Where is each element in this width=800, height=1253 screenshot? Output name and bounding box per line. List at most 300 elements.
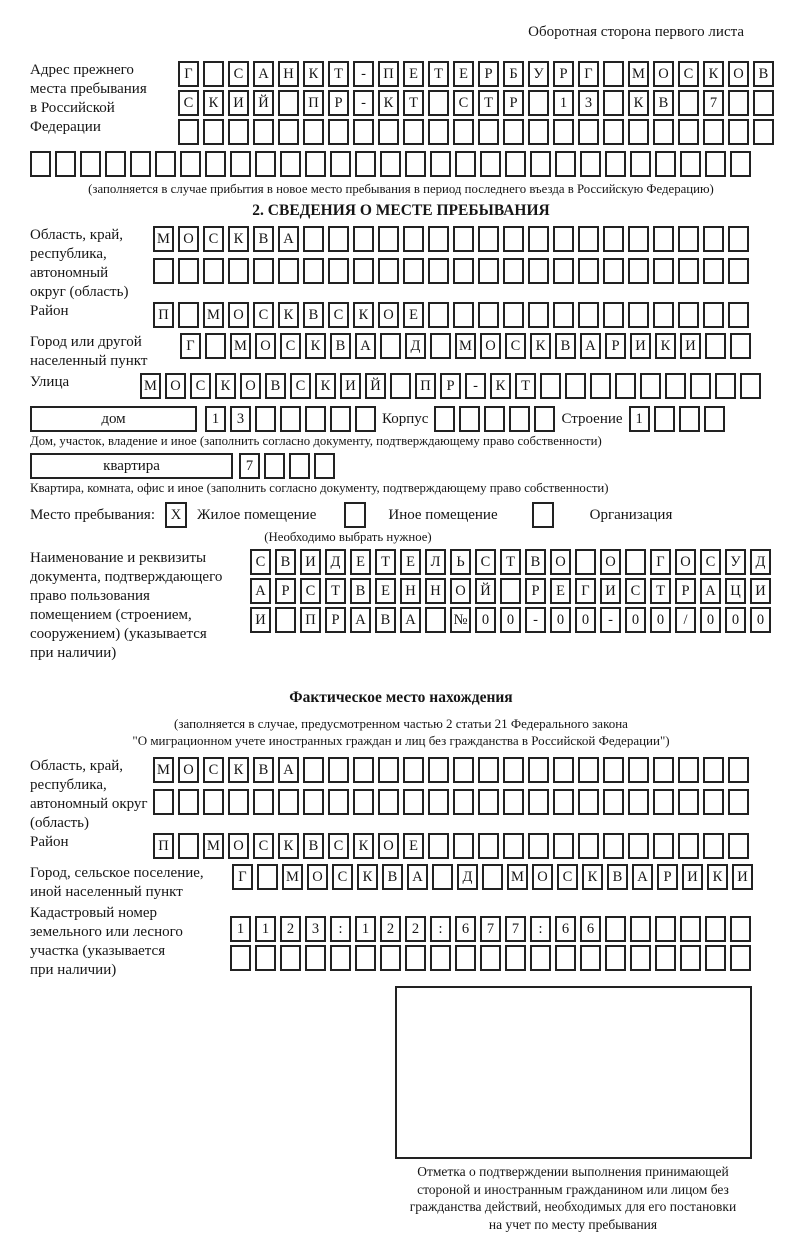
char-cell[interactable] bbox=[353, 789, 374, 815]
char-cell[interactable] bbox=[305, 151, 326, 177]
char-cell[interactable] bbox=[434, 406, 455, 432]
char-cell[interactable] bbox=[628, 757, 649, 783]
char-cell[interactable] bbox=[505, 151, 526, 177]
char-cell[interactable] bbox=[303, 226, 324, 252]
char-cell[interactable]: С bbox=[253, 833, 274, 859]
char-cell[interactable]: У bbox=[725, 549, 746, 575]
char-cell[interactable]: Й bbox=[253, 90, 274, 116]
char-cell[interactable] bbox=[753, 119, 774, 145]
char-cell[interactable] bbox=[553, 258, 574, 284]
char-cell[interactable] bbox=[328, 258, 349, 284]
char-cell[interactable] bbox=[355, 945, 376, 971]
char-cell[interactable] bbox=[428, 258, 449, 284]
char-cell[interactable]: И bbox=[680, 333, 701, 359]
checkbox-org[interactable] bbox=[532, 502, 554, 528]
char-cell[interactable] bbox=[178, 119, 199, 145]
char-cell[interactable] bbox=[728, 258, 749, 284]
char-cell[interactable]: Д bbox=[405, 333, 426, 359]
char-cell[interactable]: В bbox=[607, 864, 628, 890]
char-cell[interactable] bbox=[528, 119, 549, 145]
char-cell[interactable]: В bbox=[303, 833, 324, 859]
char-cell[interactable] bbox=[303, 119, 324, 145]
char-cell[interactable]: Т bbox=[403, 90, 424, 116]
char-cell[interactable]: В bbox=[350, 578, 371, 604]
char-cell[interactable] bbox=[603, 90, 624, 116]
char-cell[interactable] bbox=[628, 789, 649, 815]
char-cell[interactable]: Т bbox=[478, 90, 499, 116]
char-cell[interactable] bbox=[253, 119, 274, 145]
char-cell[interactable] bbox=[228, 258, 249, 284]
char-cell[interactable]: А bbox=[632, 864, 653, 890]
char-cell[interactable] bbox=[30, 151, 51, 177]
char-cell[interactable] bbox=[578, 833, 599, 859]
char-cell[interactable]: Л bbox=[425, 549, 446, 575]
checkbox-zhiloe[interactable]: X bbox=[165, 502, 187, 528]
char-cell[interactable]: - bbox=[465, 373, 486, 399]
char-cell[interactable] bbox=[278, 789, 299, 815]
char-cell[interactable]: Р bbox=[440, 373, 461, 399]
char-cell[interactable] bbox=[153, 789, 174, 815]
char-cell[interactable] bbox=[528, 90, 549, 116]
char-cell[interactable]: 0 bbox=[650, 607, 671, 633]
char-cell[interactable] bbox=[628, 119, 649, 145]
char-cell[interactable] bbox=[705, 945, 726, 971]
char-cell[interactable]: О bbox=[255, 333, 276, 359]
char-cell[interactable]: И bbox=[300, 549, 321, 575]
char-cell[interactable]: Т bbox=[650, 578, 671, 604]
char-cell[interactable] bbox=[355, 151, 376, 177]
char-cell[interactable] bbox=[178, 789, 199, 815]
char-cell[interactable] bbox=[528, 789, 549, 815]
char-cell[interactable]: П bbox=[300, 607, 321, 633]
char-cell[interactable] bbox=[628, 833, 649, 859]
char-cell[interactable]: А bbox=[355, 333, 376, 359]
char-cell[interactable]: А bbox=[700, 578, 721, 604]
char-cell[interactable] bbox=[280, 151, 301, 177]
char-cell[interactable] bbox=[178, 302, 199, 328]
char-cell[interactable]: 6 bbox=[580, 916, 601, 942]
char-cell[interactable] bbox=[578, 789, 599, 815]
char-cell[interactable] bbox=[578, 226, 599, 252]
char-cell[interactable] bbox=[314, 453, 335, 479]
char-cell[interactable] bbox=[453, 757, 474, 783]
char-cell[interactable]: 6 bbox=[455, 916, 476, 942]
char-cell[interactable] bbox=[553, 789, 574, 815]
char-cell[interactable]: В bbox=[275, 549, 296, 575]
char-cell[interactable] bbox=[303, 258, 324, 284]
char-cell[interactable] bbox=[580, 945, 601, 971]
char-cell[interactable]: К bbox=[628, 90, 649, 116]
char-cell[interactable] bbox=[678, 258, 699, 284]
char-cell[interactable] bbox=[603, 757, 624, 783]
char-cell[interactable]: 7 bbox=[505, 916, 526, 942]
char-cell[interactable] bbox=[603, 226, 624, 252]
char-cell[interactable]: 3 bbox=[578, 90, 599, 116]
char-cell[interactable] bbox=[703, 119, 724, 145]
char-cell[interactable] bbox=[728, 226, 749, 252]
char-cell[interactable]: Е bbox=[453, 61, 474, 87]
char-cell[interactable] bbox=[730, 916, 751, 942]
char-cell[interactable] bbox=[678, 90, 699, 116]
char-cell[interactable] bbox=[228, 119, 249, 145]
char-cell[interactable] bbox=[478, 833, 499, 859]
char-cell[interactable] bbox=[730, 151, 751, 177]
char-cell[interactable]: А bbox=[407, 864, 428, 890]
char-cell[interactable]: В bbox=[253, 757, 274, 783]
char-cell[interactable] bbox=[653, 226, 674, 252]
char-cell[interactable]: Р bbox=[325, 607, 346, 633]
char-cell[interactable]: К bbox=[305, 333, 326, 359]
char-cell[interactable]: 2 bbox=[380, 916, 401, 942]
char-cell[interactable]: Г bbox=[650, 549, 671, 575]
char-cell[interactable]: А bbox=[400, 607, 421, 633]
char-cell[interactable]: И bbox=[732, 864, 753, 890]
char-cell[interactable] bbox=[478, 302, 499, 328]
char-cell[interactable]: С bbox=[328, 302, 349, 328]
char-cell[interactable] bbox=[503, 258, 524, 284]
char-cell[interactable] bbox=[355, 406, 376, 432]
char-cell[interactable] bbox=[378, 258, 399, 284]
char-cell[interactable] bbox=[628, 226, 649, 252]
char-cell[interactable] bbox=[655, 151, 676, 177]
char-cell[interactable]: С bbox=[625, 578, 646, 604]
char-cell[interactable] bbox=[459, 406, 480, 432]
char-cell[interactable] bbox=[428, 789, 449, 815]
char-cell[interactable] bbox=[353, 119, 374, 145]
char-cell[interactable]: К bbox=[357, 864, 378, 890]
char-cell[interactable]: С bbox=[178, 90, 199, 116]
char-cell[interactable]: С bbox=[328, 833, 349, 859]
char-cell[interactable] bbox=[330, 945, 351, 971]
char-cell[interactable] bbox=[432, 864, 453, 890]
char-cell[interactable] bbox=[453, 226, 474, 252]
char-cell[interactable] bbox=[703, 789, 724, 815]
char-cell[interactable] bbox=[330, 406, 351, 432]
char-cell[interactable] bbox=[378, 789, 399, 815]
char-cell[interactable] bbox=[453, 789, 474, 815]
char-cell[interactable]: 6 bbox=[555, 916, 576, 942]
char-cell[interactable] bbox=[553, 119, 574, 145]
char-cell[interactable]: 0 bbox=[725, 607, 746, 633]
char-cell[interactable]: О bbox=[532, 864, 553, 890]
char-cell[interactable] bbox=[553, 226, 574, 252]
char-cell[interactable] bbox=[253, 258, 274, 284]
char-cell[interactable] bbox=[630, 945, 651, 971]
char-cell[interactable]: П bbox=[303, 90, 324, 116]
char-cell[interactable]: К bbox=[530, 333, 551, 359]
char-cell[interactable]: С bbox=[190, 373, 211, 399]
char-cell[interactable] bbox=[703, 833, 724, 859]
char-cell[interactable]: Р bbox=[478, 61, 499, 87]
char-cell[interactable]: М bbox=[140, 373, 161, 399]
char-cell[interactable]: 1 bbox=[255, 916, 276, 942]
char-cell[interactable] bbox=[753, 90, 774, 116]
char-cell[interactable]: С bbox=[203, 226, 224, 252]
char-cell[interactable] bbox=[628, 302, 649, 328]
char-cell[interactable]: Т bbox=[325, 578, 346, 604]
char-cell[interactable] bbox=[380, 945, 401, 971]
char-cell[interactable] bbox=[603, 833, 624, 859]
char-cell[interactable] bbox=[578, 302, 599, 328]
char-cell[interactable] bbox=[705, 333, 726, 359]
char-cell[interactable] bbox=[528, 226, 549, 252]
char-cell[interactable]: Д bbox=[457, 864, 478, 890]
char-cell[interactable] bbox=[509, 406, 530, 432]
char-cell[interactable]: О bbox=[228, 302, 249, 328]
char-cell[interactable]: Р bbox=[657, 864, 678, 890]
char-cell[interactable] bbox=[528, 833, 549, 859]
char-cell[interactable] bbox=[380, 151, 401, 177]
char-cell[interactable]: Г bbox=[232, 864, 253, 890]
char-cell[interactable] bbox=[275, 607, 296, 633]
char-cell[interactable] bbox=[555, 151, 576, 177]
char-cell[interactable]: С bbox=[253, 302, 274, 328]
char-cell[interactable] bbox=[478, 789, 499, 815]
char-cell[interactable]: Е bbox=[403, 61, 424, 87]
char-cell[interactable]: Е bbox=[350, 549, 371, 575]
char-cell[interactable]: О bbox=[178, 226, 199, 252]
char-cell[interactable] bbox=[578, 757, 599, 783]
char-cell[interactable]: Р bbox=[328, 90, 349, 116]
char-cell[interactable] bbox=[380, 333, 401, 359]
char-cell[interactable]: Р bbox=[503, 90, 524, 116]
char-cell[interactable] bbox=[603, 258, 624, 284]
char-cell[interactable]: Д bbox=[325, 549, 346, 575]
char-cell[interactable]: К bbox=[303, 61, 324, 87]
char-cell[interactable]: С bbox=[475, 549, 496, 575]
char-cell[interactable]: В bbox=[253, 226, 274, 252]
char-cell[interactable] bbox=[503, 789, 524, 815]
char-cell[interactable]: 0 bbox=[500, 607, 521, 633]
char-cell[interactable]: О bbox=[228, 833, 249, 859]
char-cell[interactable] bbox=[678, 757, 699, 783]
char-cell[interactable] bbox=[328, 226, 349, 252]
char-cell[interactable] bbox=[478, 258, 499, 284]
char-cell[interactable] bbox=[353, 258, 374, 284]
char-cell[interactable] bbox=[590, 373, 611, 399]
char-cell[interactable] bbox=[655, 916, 676, 942]
char-cell[interactable] bbox=[605, 945, 626, 971]
char-cell[interactable] bbox=[478, 119, 499, 145]
char-cell[interactable] bbox=[453, 833, 474, 859]
char-cell[interactable] bbox=[640, 373, 661, 399]
char-cell[interactable]: 7 bbox=[703, 90, 724, 116]
char-cell[interactable] bbox=[730, 945, 751, 971]
checkbox-inoe[interactable] bbox=[344, 502, 366, 528]
char-cell[interactable] bbox=[403, 258, 424, 284]
char-cell[interactable] bbox=[555, 945, 576, 971]
char-cell[interactable] bbox=[253, 789, 274, 815]
char-cell[interactable]: Р bbox=[275, 578, 296, 604]
char-cell[interactable]: О bbox=[728, 61, 749, 87]
char-cell[interactable] bbox=[528, 258, 549, 284]
char-cell[interactable] bbox=[654, 406, 675, 432]
char-cell[interactable]: М bbox=[153, 757, 174, 783]
char-cell[interactable] bbox=[455, 151, 476, 177]
char-cell[interactable]: Т bbox=[500, 549, 521, 575]
char-cell[interactable]: К bbox=[655, 333, 676, 359]
char-cell[interactable] bbox=[403, 119, 424, 145]
char-cell[interactable] bbox=[565, 373, 586, 399]
char-cell[interactable] bbox=[680, 945, 701, 971]
char-cell[interactable]: С bbox=[332, 864, 353, 890]
char-cell[interactable]: О bbox=[165, 373, 186, 399]
char-cell[interactable]: 1 bbox=[553, 90, 574, 116]
char-cell[interactable]: 0 bbox=[550, 607, 571, 633]
char-cell[interactable] bbox=[603, 302, 624, 328]
char-cell[interactable] bbox=[130, 151, 151, 177]
char-cell[interactable]: И bbox=[340, 373, 361, 399]
char-cell[interactable] bbox=[603, 119, 624, 145]
char-cell[interactable]: Г bbox=[575, 578, 596, 604]
char-cell[interactable]: 1 bbox=[355, 916, 376, 942]
char-cell[interactable] bbox=[678, 119, 699, 145]
char-cell[interactable] bbox=[503, 119, 524, 145]
char-cell[interactable]: - bbox=[525, 607, 546, 633]
char-cell[interactable]: 3 bbox=[230, 406, 251, 432]
char-cell[interactable]: М bbox=[282, 864, 303, 890]
char-cell[interactable]: Е bbox=[400, 549, 421, 575]
char-cell[interactable]: Р bbox=[553, 61, 574, 87]
char-cell[interactable]: О bbox=[675, 549, 696, 575]
char-cell[interactable]: О bbox=[450, 578, 471, 604]
char-cell[interactable]: О bbox=[178, 757, 199, 783]
char-cell[interactable]: 0 bbox=[575, 607, 596, 633]
char-cell[interactable]: М bbox=[203, 833, 224, 859]
char-cell[interactable] bbox=[203, 258, 224, 284]
char-cell[interactable]: П bbox=[153, 302, 174, 328]
char-cell[interactable]: К bbox=[490, 373, 511, 399]
char-cell[interactable] bbox=[505, 945, 526, 971]
char-cell[interactable] bbox=[428, 90, 449, 116]
char-cell[interactable] bbox=[153, 258, 174, 284]
char-cell[interactable] bbox=[378, 757, 399, 783]
char-cell[interactable]: 1 bbox=[205, 406, 226, 432]
char-cell[interactable]: 0 bbox=[700, 607, 721, 633]
char-cell[interactable]: К bbox=[203, 90, 224, 116]
char-cell[interactable] bbox=[403, 757, 424, 783]
char-cell[interactable]: Ь bbox=[450, 549, 471, 575]
char-cell[interactable]: О bbox=[378, 302, 399, 328]
char-cell[interactable]: К bbox=[582, 864, 603, 890]
char-cell[interactable] bbox=[353, 226, 374, 252]
char-cell[interactable]: А bbox=[580, 333, 601, 359]
char-cell[interactable]: А bbox=[250, 578, 271, 604]
char-cell[interactable]: 1 bbox=[230, 916, 251, 942]
char-cell[interactable] bbox=[405, 151, 426, 177]
char-cell[interactable] bbox=[203, 789, 224, 815]
char-cell[interactable] bbox=[105, 151, 126, 177]
char-cell[interactable]: К bbox=[278, 302, 299, 328]
char-cell[interactable] bbox=[740, 373, 761, 399]
char-cell[interactable] bbox=[580, 151, 601, 177]
char-cell[interactable]: : bbox=[330, 916, 351, 942]
char-cell[interactable] bbox=[704, 406, 725, 432]
char-cell[interactable] bbox=[80, 151, 101, 177]
char-cell[interactable]: Е bbox=[375, 578, 396, 604]
char-cell[interactable] bbox=[728, 119, 749, 145]
char-cell[interactable] bbox=[630, 916, 651, 942]
char-cell[interactable]: С bbox=[678, 61, 699, 87]
char-cell[interactable] bbox=[578, 119, 599, 145]
char-cell[interactable]: И bbox=[682, 864, 703, 890]
char-cell[interactable] bbox=[405, 945, 426, 971]
char-cell[interactable] bbox=[678, 302, 699, 328]
char-cell[interactable] bbox=[705, 151, 726, 177]
char-cell[interactable]: С bbox=[250, 549, 271, 575]
char-cell[interactable] bbox=[478, 757, 499, 783]
char-cell[interactable] bbox=[703, 226, 724, 252]
char-cell[interactable] bbox=[155, 151, 176, 177]
char-cell[interactable] bbox=[430, 151, 451, 177]
char-cell[interactable] bbox=[430, 945, 451, 971]
char-cell[interactable] bbox=[203, 119, 224, 145]
char-cell[interactable]: Г bbox=[178, 61, 199, 87]
char-cell[interactable] bbox=[703, 258, 724, 284]
char-cell[interactable] bbox=[280, 945, 301, 971]
char-cell[interactable] bbox=[203, 61, 224, 87]
char-cell[interactable] bbox=[653, 757, 674, 783]
char-cell[interactable] bbox=[303, 789, 324, 815]
char-cell[interactable] bbox=[255, 406, 276, 432]
char-cell[interactable]: 1 bbox=[629, 406, 650, 432]
char-cell[interactable]: О bbox=[378, 833, 399, 859]
char-cell[interactable]: В bbox=[653, 90, 674, 116]
char-cell[interactable] bbox=[503, 302, 524, 328]
char-cell[interactable] bbox=[455, 945, 476, 971]
char-cell[interactable] bbox=[278, 119, 299, 145]
char-cell[interactable]: М bbox=[628, 61, 649, 87]
char-cell[interactable]: С bbox=[203, 757, 224, 783]
char-cell[interactable]: С bbox=[300, 578, 321, 604]
char-cell[interactable]: О bbox=[480, 333, 501, 359]
char-cell[interactable]: 0 bbox=[475, 607, 496, 633]
char-cell[interactable] bbox=[690, 373, 711, 399]
char-cell[interactable]: К bbox=[707, 864, 728, 890]
char-cell[interactable] bbox=[679, 406, 700, 432]
char-cell[interactable] bbox=[615, 373, 636, 399]
char-cell[interactable] bbox=[453, 258, 474, 284]
char-cell[interactable] bbox=[403, 789, 424, 815]
char-cell[interactable] bbox=[178, 833, 199, 859]
char-cell[interactable] bbox=[305, 406, 326, 432]
char-cell[interactable] bbox=[328, 789, 349, 815]
char-cell[interactable]: Т bbox=[515, 373, 536, 399]
char-cell[interactable] bbox=[264, 453, 285, 479]
char-cell[interactable] bbox=[653, 119, 674, 145]
char-cell[interactable] bbox=[653, 789, 674, 815]
char-cell[interactable] bbox=[703, 302, 724, 328]
char-cell[interactable] bbox=[665, 373, 686, 399]
char-cell[interactable]: Б bbox=[503, 61, 524, 87]
char-cell[interactable]: М bbox=[203, 302, 224, 328]
char-cell[interactable] bbox=[503, 833, 524, 859]
char-cell[interactable]: 0 bbox=[750, 607, 771, 633]
char-cell[interactable] bbox=[503, 757, 524, 783]
char-cell[interactable]: Г bbox=[180, 333, 201, 359]
char-cell[interactable]: Р bbox=[605, 333, 626, 359]
char-cell[interactable]: А bbox=[278, 226, 299, 252]
char-cell[interactable] bbox=[728, 757, 749, 783]
char-cell[interactable] bbox=[603, 789, 624, 815]
char-cell[interactable] bbox=[280, 406, 301, 432]
char-cell[interactable]: К bbox=[278, 833, 299, 859]
char-cell[interactable]: К bbox=[215, 373, 236, 399]
char-cell[interactable]: В bbox=[303, 302, 324, 328]
char-cell[interactable]: П bbox=[153, 833, 174, 859]
char-cell[interactable] bbox=[205, 151, 226, 177]
char-cell[interactable] bbox=[528, 302, 549, 328]
